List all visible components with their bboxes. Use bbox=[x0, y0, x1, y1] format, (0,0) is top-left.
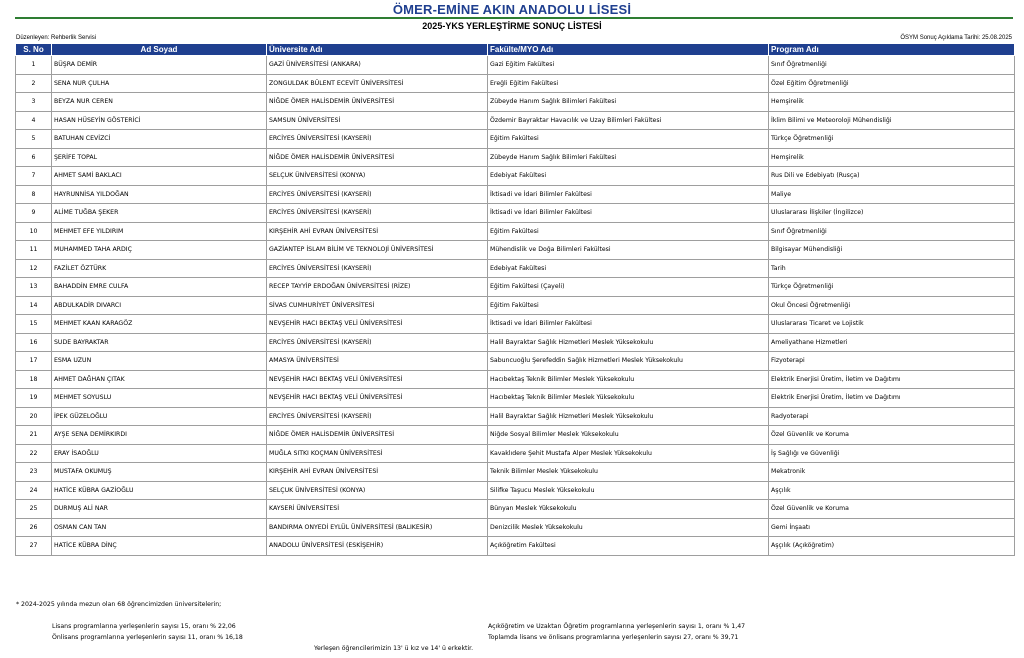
university-name-cell: ERCİYES ÜNİVERSİTESİ (KAYSERİ) bbox=[267, 407, 488, 426]
table-row bbox=[16, 370, 1015, 389]
faculty-name-cell: Halil Bayraktar Sağlık Hizmetleri Meslek Yüksekokulu bbox=[488, 333, 769, 352]
faculty-name-cell: Kavaklıdere Şehit Mustafa Alper Meslek Yüksekokulu bbox=[488, 444, 769, 463]
faculty-name-cell: Zübeyde Hanım Sağlık Bilimleri Fakültesi bbox=[488, 148, 769, 167]
faculty-name-cell: Hacıbektaş Teknik Bilimler Meslek Yüksekokulu bbox=[488, 370, 769, 389]
announce-date: ÖSYM Sonuç Açıklama Tarihi: 25.08.2025 bbox=[900, 35, 1012, 41]
university-name-cell: GAZİANTEP İSLAM BİLİM VE TEKNOLOJİ ÜNİVERSİTESİ bbox=[267, 241, 488, 260]
program-name-cell: Özel Güvenlik ve Koruma bbox=[769, 500, 1015, 519]
table-row bbox=[16, 518, 1015, 537]
acikogretim-stat: Açıköğretim ve Uzaktan Öğretim programlarına yerleşenlerin sayısı 1, oranı % 1,47 bbox=[488, 623, 746, 630]
row-number-cell: 17 bbox=[16, 352, 52, 371]
university-name-cell: KAYSERİ ÜNİVERSİTESİ bbox=[267, 500, 488, 519]
row-number-cell: 2 bbox=[16, 74, 52, 93]
table-row bbox=[16, 204, 1015, 223]
faculty-name-cell: İktisadi ve İdari Bilimler Fakültesi bbox=[488, 185, 769, 204]
lisans-stat: Lisans programlarına yerleşenlerin sayısı 15, oranı % 22,06 bbox=[52, 623, 236, 630]
student-name-cell: MUHAMMED TAHA ARDIÇ bbox=[52, 241, 267, 260]
row-number-cell: 21 bbox=[16, 426, 52, 445]
program-name-cell: Uluslararası Ticaret ve Lojistik bbox=[769, 315, 1015, 334]
row-number-cell: 3 bbox=[16, 93, 52, 112]
student-name-cell: DURMUŞ ALİ NAR bbox=[52, 500, 267, 519]
program-name-cell: Özel Güvenlik ve Koruma bbox=[769, 426, 1015, 445]
university-name-cell: NEVŞEHİR HACI BEKTAŞ VELİ ÜNİVERSİTESİ bbox=[267, 315, 488, 334]
onlisans-stat: Önlisans programlarına yerleşenlerin sayısı 11, oranı % 16,18 bbox=[52, 634, 243, 641]
row-number-cell: 7 bbox=[16, 167, 52, 186]
row-number-cell: 12 bbox=[16, 259, 52, 278]
university-name-cell: ERCİYES ÜNİVERSİTESİ (KAYSERİ) bbox=[267, 130, 488, 149]
program-name-cell: Rus Dili ve Edebiyatı (Rusça) bbox=[769, 167, 1015, 186]
student-name-cell: HATİCE KÜBRA DİNÇ bbox=[52, 537, 267, 556]
faculty-name-cell: Bünyan Meslek Yüksekokulu bbox=[488, 500, 769, 519]
faculty-name-cell: Eğitim Fakültesi bbox=[488, 296, 769, 315]
university-name-cell: SAMSUN ÜNİVERSİTESİ bbox=[267, 111, 488, 130]
student-name-cell: MUSTAFA OKUMUŞ bbox=[52, 463, 267, 482]
program-name-cell: Fizyoterapi bbox=[769, 352, 1015, 371]
table-row bbox=[16, 259, 1015, 278]
table-row bbox=[16, 93, 1015, 112]
program-name-cell: Hemşirelik bbox=[769, 93, 1015, 112]
table-row bbox=[16, 56, 1015, 75]
table-row bbox=[16, 444, 1015, 463]
faculty-name-cell: Denizcilik Meslek Yüksekokulu bbox=[488, 518, 769, 537]
table-row bbox=[16, 111, 1015, 130]
program-name-cell: Özel Eğitim Öğretmenliği bbox=[769, 74, 1015, 93]
student-name-cell: AHMET DAĞHAN ÇITAK bbox=[52, 370, 267, 389]
program-name-cell: Elektrik Enerjisi Üretim, İletim ve Dağıtımı bbox=[769, 389, 1015, 408]
university-name-cell: NİĞDE ÖMER HALİSDEMİR ÜNİVERSİTESİ bbox=[267, 148, 488, 167]
table-body bbox=[16, 56, 1015, 556]
table-row bbox=[16, 481, 1015, 500]
row-number-cell: 10 bbox=[16, 222, 52, 241]
column-header-program: Program Adı bbox=[769, 44, 1015, 56]
student-name-cell: ESMA UZUN bbox=[52, 352, 267, 371]
table-row bbox=[16, 278, 1015, 297]
university-name-cell: ZONGULDAK BÜLENT ECEVİT ÜNİVERSİTESİ bbox=[267, 74, 488, 93]
table-row bbox=[16, 130, 1015, 149]
student-name-cell: BATUHAN CEVİZCİ bbox=[52, 130, 267, 149]
student-name-cell: ERAY İSAOĞLU bbox=[52, 444, 267, 463]
footnote: * 2024-2025 yılında mezun olan 68 öğrencimizden üniversitelerin; bbox=[16, 601, 222, 608]
program-name-cell: Ameliyathane Hizmetleri bbox=[769, 333, 1015, 352]
university-name-cell: KIRŞEHİR AHİ EVRAN ÜNİVERSİTESİ bbox=[267, 222, 488, 241]
faculty-name-cell: Eğitim Fakültesi bbox=[488, 130, 769, 149]
row-number-cell: 26 bbox=[16, 518, 52, 537]
row-number-cell: 9 bbox=[16, 204, 52, 223]
faculty-name-cell: Silifke Taşucu Meslek Yüksekokulu bbox=[488, 481, 769, 500]
row-number-cell: 24 bbox=[16, 481, 52, 500]
faculty-name-cell: Eğitim Fakültesi (Çayeli) bbox=[488, 278, 769, 297]
results-table bbox=[15, 43, 1015, 556]
row-number-cell: 19 bbox=[16, 389, 52, 408]
university-name-cell: GAZİ ÜNİVERSİTESİ (ANKARA) bbox=[267, 56, 488, 75]
prepared-by: Düzenleyen: Rehberlik Servisi bbox=[16, 35, 97, 41]
student-name-cell: FAZİLET ÖZTÜRK bbox=[52, 259, 267, 278]
title-divider bbox=[15, 17, 1013, 19]
faculty-name-cell: Teknik Bilimler Meslek Yüksekokulu bbox=[488, 463, 769, 482]
faculty-name-cell: Edebiyat Fakültesi bbox=[488, 167, 769, 186]
row-number-cell: 8 bbox=[16, 185, 52, 204]
university-name-cell: NİĞDE ÖMER HALİSDEMİR ÜNİVERSİTESİ bbox=[267, 426, 488, 445]
table-row bbox=[16, 537, 1015, 556]
row-number-cell: 11 bbox=[16, 241, 52, 260]
university-name-cell: SELÇUK ÜNİVERSİTESİ (KONYA) bbox=[267, 481, 488, 500]
faculty-name-cell: Eğitim Fakültesi bbox=[488, 222, 769, 241]
university-name-cell: ANADOLU ÜNİVERSİTESİ (ESKİŞEHİR) bbox=[267, 537, 488, 556]
table-row bbox=[16, 333, 1015, 352]
student-name-cell: BAHADDİN EMRE CULFA bbox=[52, 278, 267, 297]
row-number-cell: 22 bbox=[16, 444, 52, 463]
row-number-cell: 4 bbox=[16, 111, 52, 130]
gender-stat: Yerleşen öğrencilerimizin 13' ü kız ve 14' ü erkektir. bbox=[314, 645, 474, 652]
university-name-cell: NİĞDE ÖMER HALİSDEMİR ÜNİVERSİTESİ bbox=[267, 93, 488, 112]
student-name-cell: OSMAN CAN TAN bbox=[52, 518, 267, 537]
student-name-cell: HASAN HÜSEYİN GÖSTERİCİ bbox=[52, 111, 267, 130]
column-header-faculty: Fakülte/MYO Adı bbox=[488, 44, 769, 56]
university-name-cell: SELÇUK ÜNİVERSİTESİ (KONYA) bbox=[267, 167, 488, 186]
university-name-cell: ERCİYES ÜNİVERSİTESİ (KAYSERİ) bbox=[267, 185, 488, 204]
table-row bbox=[16, 241, 1015, 260]
table-row bbox=[16, 74, 1015, 93]
table-row bbox=[16, 500, 1015, 519]
student-name-cell: BÜŞRA DEMİR bbox=[52, 56, 267, 75]
program-name-cell: Tarih bbox=[769, 259, 1015, 278]
student-name-cell: BEYZA NUR CEREN bbox=[52, 93, 267, 112]
university-name-cell: AMASYA ÜNİVERSİTESİ bbox=[267, 352, 488, 371]
table-row bbox=[16, 426, 1015, 445]
table-row bbox=[16, 148, 1015, 167]
student-name-cell: İPEK GÜZELOĞLU bbox=[52, 407, 267, 426]
university-name-cell: ERCİYES ÜNİVERSİTESİ (KAYSERİ) bbox=[267, 259, 488, 278]
program-name-cell: Aşçılık (Açıköğretim) bbox=[769, 537, 1015, 556]
program-name-cell: İklim Bilimi ve Meteoroloji Mühendisliği bbox=[769, 111, 1015, 130]
school-title: ÖMER-EMİNE AKIN ANADOLU LİSESİ bbox=[392, 2, 632, 17]
table-row bbox=[16, 167, 1015, 186]
program-name-cell: Bilgisayar Mühendisliği bbox=[769, 241, 1015, 260]
university-name-cell: NEVŞEHİR HACI BEKTAŞ VELİ ÜNİVERSİTESİ bbox=[267, 389, 488, 408]
row-number-cell: 1 bbox=[16, 56, 52, 75]
row-number-cell: 13 bbox=[16, 278, 52, 297]
student-name-cell: SUDE BAYRAKTAR bbox=[52, 333, 267, 352]
faculty-name-cell: Ereğli Eğitim Fakültesi bbox=[488, 74, 769, 93]
row-number-cell: 6 bbox=[16, 148, 52, 167]
program-name-cell: Elektrik Enerjisi Üretim, İletim ve Dağıtımı bbox=[769, 370, 1015, 389]
column-header-university: Üniversite Adı bbox=[267, 44, 488, 56]
student-name-cell: ABDULKADİR DIVARCI bbox=[52, 296, 267, 315]
faculty-name-cell: Gazi Eğitim Fakültesi bbox=[488, 56, 769, 75]
faculty-name-cell: Halil Bayraktar Sağlık Hizmetleri Meslek Yüksekokulu bbox=[488, 407, 769, 426]
university-name-cell: RECEP TAYYİP ERDOĞAN ÜNİVERSİTESİ (RİZE) bbox=[267, 278, 488, 297]
student-name-cell: HATİCE KÜBRA GAZİOĞLU bbox=[52, 481, 267, 500]
table-row bbox=[16, 296, 1015, 315]
program-name-cell: Türkçe Öğretmenliği bbox=[769, 130, 1015, 149]
table-row bbox=[16, 352, 1015, 371]
faculty-name-cell: Sabuncuoğlu Şerefeddin Sağlık Hizmetleri Meslek Yüksekokulu bbox=[488, 352, 769, 371]
row-number-cell: 23 bbox=[16, 463, 52, 482]
table-row bbox=[16, 463, 1015, 482]
toplam-stat: Toplamda lisans ve önlisans programlarına yerleşenlerin sayısı 27, oranı % 39,71 bbox=[488, 634, 739, 641]
row-number-cell: 20 bbox=[16, 407, 52, 426]
program-name-cell: Sınıf Öğretmenliği bbox=[769, 222, 1015, 241]
student-name-cell: HAYRUNNİSA YILDOĞAN bbox=[52, 185, 267, 204]
university-name-cell: SİVAS CUMHURİYET ÜNİVERSİTESİ bbox=[267, 296, 488, 315]
table-row bbox=[16, 185, 1015, 204]
row-number-cell: 18 bbox=[16, 370, 52, 389]
row-number-cell: 16 bbox=[16, 333, 52, 352]
faculty-name-cell: Açıköğretim Fakültesi bbox=[488, 537, 769, 556]
program-name-cell: İş Sağlığı ve Güvenliği bbox=[769, 444, 1015, 463]
row-number-cell: 15 bbox=[16, 315, 52, 334]
student-name-cell: AHMET SAMİ BAKLACI bbox=[52, 167, 267, 186]
program-name-cell: Maliye bbox=[769, 185, 1015, 204]
column-header-name: Ad Soyad bbox=[52, 44, 267, 56]
row-number-cell: 25 bbox=[16, 500, 52, 519]
student-name-cell: ALİME TUĞBA ŞEKER bbox=[52, 204, 267, 223]
faculty-name-cell: Zübeyde Hanım Sağlık Bilimleri Fakültesi bbox=[488, 93, 769, 112]
column-header-sno: S. No bbox=[16, 44, 52, 56]
program-name-cell: Aşçılık bbox=[769, 481, 1015, 500]
program-name-cell: Okul Öncesi Öğretmenliği bbox=[769, 296, 1015, 315]
university-name-cell: NEVŞEHİR HACI BEKTAŞ VELİ ÜNİVERSİTESİ bbox=[267, 370, 488, 389]
faculty-name-cell: İktisadi ve İdari Bilimler Fakültesi bbox=[488, 315, 769, 334]
table-row bbox=[16, 315, 1015, 334]
list-title: 2025-YKS YERLEŞTİRME SONUÇ LİSTESİ bbox=[422, 21, 602, 31]
table-header-row bbox=[16, 44, 1015, 56]
student-name-cell: ŞERİFE TOPAL bbox=[52, 148, 267, 167]
table-row bbox=[16, 407, 1015, 426]
row-number-cell: 14 bbox=[16, 296, 52, 315]
program-name-cell: Uluslararası İlişkiler (İngilizce) bbox=[769, 204, 1015, 223]
program-name-cell: Hemşirelik bbox=[769, 148, 1015, 167]
row-number-cell: 5 bbox=[16, 130, 52, 149]
program-name-cell: Türkçe Öğretmenliği bbox=[769, 278, 1015, 297]
student-name-cell: AYŞE SENA DEMİRKIRDI bbox=[52, 426, 267, 445]
faculty-name-cell: Niğde Sosyal Bilimler Meslek Yüksekokulu bbox=[488, 426, 769, 445]
program-name-cell: Gemi İnşaatı bbox=[769, 518, 1015, 537]
faculty-name-cell: İktisadi ve İdari Bilimler Fakültesi bbox=[488, 204, 769, 223]
university-name-cell: ERCİYES ÜNİVERSİTESİ (KAYSERİ) bbox=[267, 333, 488, 352]
program-name-cell: Mekatronik bbox=[769, 463, 1015, 482]
program-name-cell: Radyoterapi bbox=[769, 407, 1015, 426]
university-name-cell: BANDIRMA ONYEDİ EYLÜL ÜNİVERSİTESİ (BALIKESİR) bbox=[267, 518, 488, 537]
faculty-name-cell: Özdemir Bayraktar Havacılık ve Uzay Bilimleri Fakültesi bbox=[488, 111, 769, 130]
table-row bbox=[16, 222, 1015, 241]
university-name-cell: MUĞLA SITKI KOÇMAN ÜNİVERSİTESİ bbox=[267, 444, 488, 463]
university-name-cell: KIRŞEHİR AHİ EVRAN ÜNİVERSİTESİ bbox=[267, 463, 488, 482]
student-name-cell: MEHMET EFE YILDIRIM bbox=[52, 222, 267, 241]
program-name-cell: Sınıf Öğretmenliği bbox=[769, 56, 1015, 75]
student-name-cell: MEHMET SOYUSLU bbox=[52, 389, 267, 408]
student-name-cell: SENA NUR ÇULHA bbox=[52, 74, 267, 93]
student-name-cell: MEHMET KAAN KARAGÖZ bbox=[52, 315, 267, 334]
faculty-name-cell: Mühendislik ve Doğa Bilimleri Fakültesi bbox=[488, 241, 769, 260]
university-name-cell: ERCİYES ÜNİVERSİTESİ (KAYSERİ) bbox=[267, 204, 488, 223]
row-number-cell: 27 bbox=[16, 537, 52, 556]
faculty-name-cell: Edebiyat Fakültesi bbox=[488, 259, 769, 278]
faculty-name-cell: Hacıbektaş Teknik Bilimler Meslek Yüksekokulu bbox=[488, 389, 769, 408]
table-row bbox=[16, 389, 1015, 408]
